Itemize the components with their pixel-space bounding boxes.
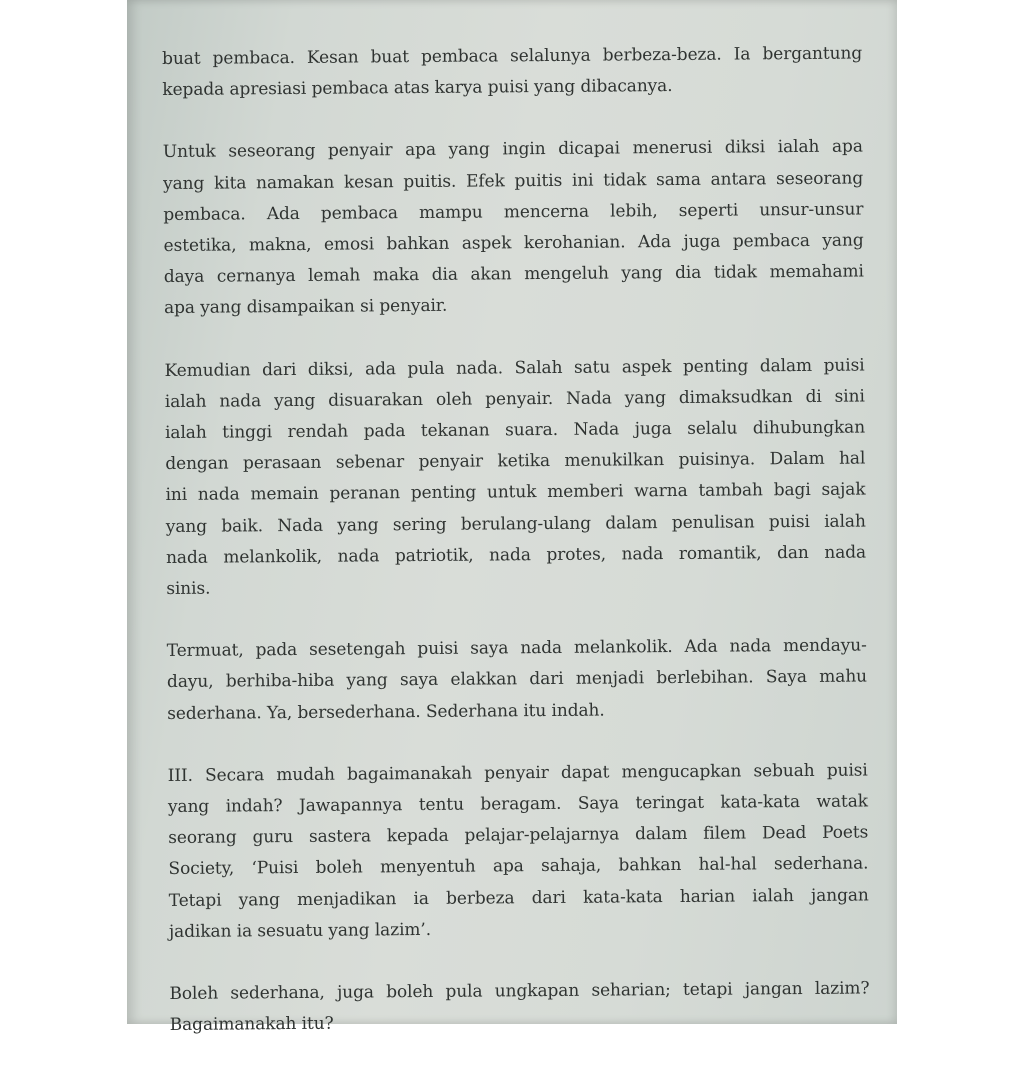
text-line: kepada apresiasi pembaca atas karya puisi yang dibacanya. <box>162 76 673 101</box>
text-line: Untuk seseorang penyair apa yang ingin dicapai menerusi diksi ialah apa <box>162 136 863 163</box>
text-line: dayu, berhiba-hiba yang saya elakkan dari menjadi berlebihan. Saya mahu <box>166 666 868 693</box>
text-line: yang baik. Nada yang sering berulang-ulang dalam penulisan puisi ialah <box>165 511 866 537</box>
text-line: III. Secara mudah bagaimanakah penyair dapat mengucapkan sebuah puisi <box>167 760 868 786</box>
paragraph-2 <box>163 132 864 325</box>
paragraph-5 <box>168 755 869 948</box>
text-line: ini nada memain peranan penting untuk memberi warna tambah bagi sajak <box>165 479 866 506</box>
text-line: ialah nada yang disuarakan oleh penyair. Nada yang dimaksudkan di sini <box>164 386 865 412</box>
text-line: daya cernanya lemah maka dia akan mengeluh yang dia tidak memahami <box>163 261 864 288</box>
text-line: sederhana. Ya, bersederhana. Sederhana itu indah. <box>167 700 605 724</box>
text-line: Society, ‘Puisi boleh menyentuh apa sahaja, bahkan hal-hal sederhana. <box>168 853 869 880</box>
text-line: jadikan ia sesuatu yang lazim’. <box>168 919 432 942</box>
paragraph-4 <box>167 631 868 730</box>
text-line: Boleh sederhana, juga boleh pula ungkapan seharian; tetapi jangan lazim? <box>169 978 870 1005</box>
text-line: buat pembaca. Kesan buat pembaca selalunya berbeza-beza. Ia bergantung <box>162 43 863 69</box>
text-line: yang kita namakan kesan puitis. Efek puitis ini tidak sama antara seseorang <box>163 168 864 194</box>
text-line: estetika, makna, emosi bahkan aspek kerohanian. Ada juga pembaca yang <box>163 230 864 257</box>
text-line: seorang guru sastera kepada pelajar-pelajarnya dalam filem Dead Poets <box>168 822 869 849</box>
paragraph-6 <box>169 974 869 1042</box>
paragraph-3 <box>164 350 866 605</box>
text-line: Tetapi yang menjadikan ia berbeza dari kata-kata harian ialah jangan <box>168 885 869 911</box>
text-line: nada melankolik, nada patriotik, nada protes, nada romantik, dan nada <box>165 542 867 568</box>
text-line: Termuat, pada sesetengah puisi saya nada melankolik. Ada nada mendayu- <box>166 635 867 662</box>
text-line: apa yang disampaikan si penyair. <box>163 296 448 319</box>
text-line: yang indah? Jawapannya tentu beragam. Saya teringat kata-kata watak <box>167 791 869 818</box>
page-body-text <box>162 39 870 1072</box>
text-line: sinis. <box>166 578 211 600</box>
text-line: ialah tinggi rendah pada tekanan suara. Nada juga selalu dihubungkan <box>164 417 866 444</box>
book-page <box>127 0 897 1036</box>
text-line: Kemudian dari diksi, ada pula nada. Salah satu aspek penting dalam puisi <box>164 355 865 381</box>
text-line: pembaca. Ada pembaca mampu mencerna lebih, seperti unsur-unsur <box>163 199 864 225</box>
text-line: dengan perasaan sebenar penyair ketika menukilkan puisinya. Dalam hal <box>165 448 866 475</box>
paragraph-1 <box>162 39 862 107</box>
text-line: Bagaimanakah itu? <box>169 1013 334 1036</box>
